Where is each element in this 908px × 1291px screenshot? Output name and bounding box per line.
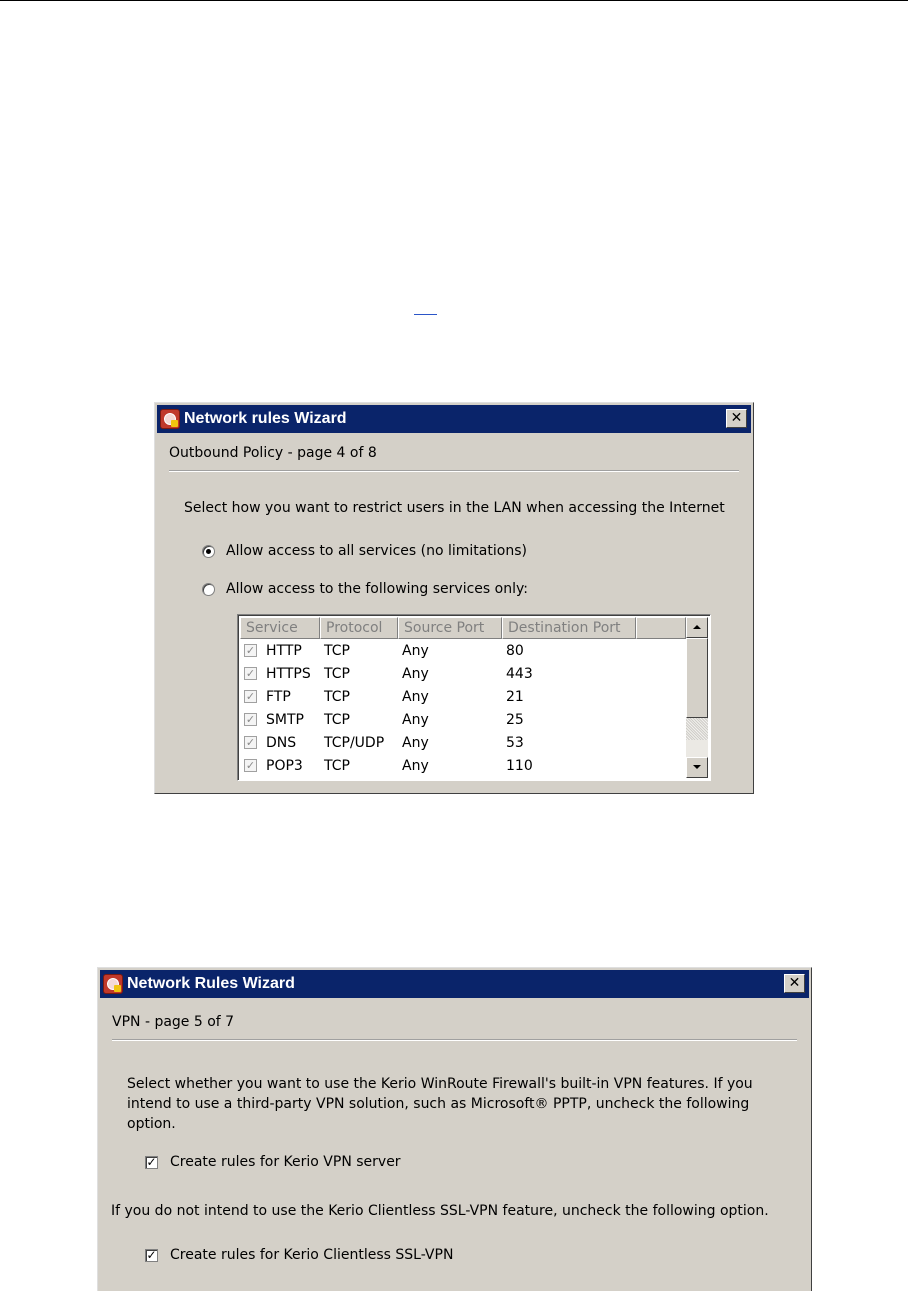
cell-destination-port: 110: [506, 757, 533, 774]
cell-destination-port: 443: [506, 665, 533, 682]
outbound-instruction: Select how you want to restrict users in the LAN when accessing the Internet: [184, 500, 725, 516]
close-button[interactable]: [784, 974, 805, 993]
vpn-server-checkbox[interactable]: ✓: [146, 1155, 157, 1169]
column-header-filler: [636, 617, 686, 639]
close-icon: ✕: [730, 410, 743, 426]
cell-service: [240, 758, 320, 774]
row-check-icon[interactable]: ✓: [245, 644, 256, 657]
cell-source-port: Any: [402, 642, 429, 659]
close-button[interactable]: [726, 409, 747, 428]
cell-protocol: TCP: [324, 757, 350, 774]
row-check-icon[interactable]: ✓: [245, 713, 256, 726]
cell-destination-port: 21: [506, 688, 524, 705]
dialog-2-titlebar[interactable]: [100, 970, 809, 998]
cell-service: [240, 666, 320, 682]
service-name: DNS: [266, 734, 297, 751]
radio-allow-following-label[interactable]: Allow access to the following services only:: [226, 581, 528, 597]
cell-source-port: Any: [402, 665, 429, 682]
cell-protocol: TCP: [324, 642, 350, 659]
table-row[interactable]: [240, 685, 636, 708]
service-name: HTTP: [266, 642, 302, 659]
column-header-source-port[interactable]: Source Port: [398, 617, 502, 639]
network-rules-wizard-dialog-1: [154, 402, 754, 794]
scroll-track[interactable]: [686, 718, 708, 740]
cell-protocol: TCP/UDP: [324, 734, 385, 751]
dialog-1-page-label: Outbound Policy - page 4 of 8: [169, 445, 377, 461]
cell-protocol: TCP: [324, 711, 350, 728]
service-name: SMTP: [266, 711, 304, 728]
column-header-service[interactable]: Service: [240, 617, 320, 639]
cell-source-port: Any: [402, 711, 429, 728]
table-row[interactable]: [240, 731, 636, 754]
close-icon: ✕: [788, 975, 801, 991]
ssl-vpn-description: If you do not intend to use the Kerio Clientless SSL-VPN feature, uncheck the following option.: [111, 1203, 769, 1219]
vpn-description-line-1: Select whether you want to use the Kerio WinRoute Firewall's built-in VPN features. If you: [127, 1076, 753, 1092]
vpn-description: [127, 1074, 753, 1134]
scroll-down-arrow-icon[interactable]: [686, 757, 708, 778]
dialog-1-title: Network rules Wizard: [184, 410, 347, 427]
cell-source-port: Any: [402, 734, 429, 751]
radio-allow-following[interactable]: [202, 583, 215, 596]
dialog-2-separator: [112, 1039, 797, 1041]
dialog-2-title: Network Rules Wizard: [127, 975, 295, 992]
row-check-icon[interactable]: ✓: [245, 690, 256, 703]
dialog-1-separator: [169, 470, 739, 472]
kerio-app-icon: [160, 409, 180, 429]
services-list-rows: [240, 639, 636, 777]
reference-link-underline[interactable]: [414, 314, 437, 315]
column-header-protocol[interactable]: Protocol: [320, 617, 398, 639]
vpn-description-line-3: option.: [127, 1116, 176, 1132]
service-name: POP3: [266, 757, 303, 774]
cell-protocol: TCP: [324, 688, 350, 705]
dialog-1-titlebar[interactable]: [157, 405, 751, 433]
scroll-thumb[interactable]: [686, 638, 708, 718]
ssl-vpn-checkbox[interactable]: ✓: [146, 1248, 157, 1262]
cell-source-port: Any: [402, 757, 429, 774]
dialog-2-page-label: VPN - page 5 of 7: [112, 1014, 235, 1030]
service-name: FTP: [266, 688, 291, 705]
radio-allow-all-label[interactable]: Allow access to all services (no limitations): [226, 543, 527, 559]
row-check-icon[interactable]: ✓: [245, 667, 256, 680]
network-rules-wizard-dialog-2: [97, 967, 812, 1291]
services-list-scrollbar[interactable]: [686, 617, 708, 778]
vpn-server-checkbox-label[interactable]: Create rules for Kerio VPN server: [170, 1154, 401, 1170]
cell-service: [240, 712, 320, 728]
ssl-vpn-checkbox-label[interactable]: Create rules for Kerio Clientless SSL-VPN: [170, 1247, 454, 1263]
cell-service: [240, 735, 320, 751]
table-row[interactable]: [240, 754, 636, 777]
kerio-app-icon: [103, 974, 123, 994]
cell-service: [240, 689, 320, 705]
cell-destination-port: 80: [506, 642, 524, 659]
service-name: HTTPS: [266, 665, 311, 682]
cell-protocol: TCP: [324, 665, 350, 682]
table-row[interactable]: [240, 639, 636, 662]
radio-allow-all[interactable]: [202, 545, 215, 558]
cell-destination-port: 53: [506, 734, 524, 751]
services-list-header: [240, 617, 686, 639]
cell-service: [240, 643, 320, 659]
table-row[interactable]: [240, 662, 636, 685]
scroll-up-arrow-icon[interactable]: [686, 617, 708, 638]
row-check-icon[interactable]: ✓: [245, 759, 256, 772]
column-header-destination-port[interactable]: Destination Port: [502, 617, 636, 639]
table-row[interactable]: [240, 708, 636, 731]
vpn-description-line-2: intend to use a third-party VPN solution, such as Microsoft® PPTP, uncheck the following: [127, 1096, 750, 1112]
header-rule: [0, 0, 908, 1]
services-list[interactable]: [237, 614, 711, 781]
row-check-icon[interactable]: ✓: [245, 736, 256, 749]
cell-destination-port: 25: [506, 711, 524, 728]
cell-source-port: Any: [402, 688, 429, 705]
